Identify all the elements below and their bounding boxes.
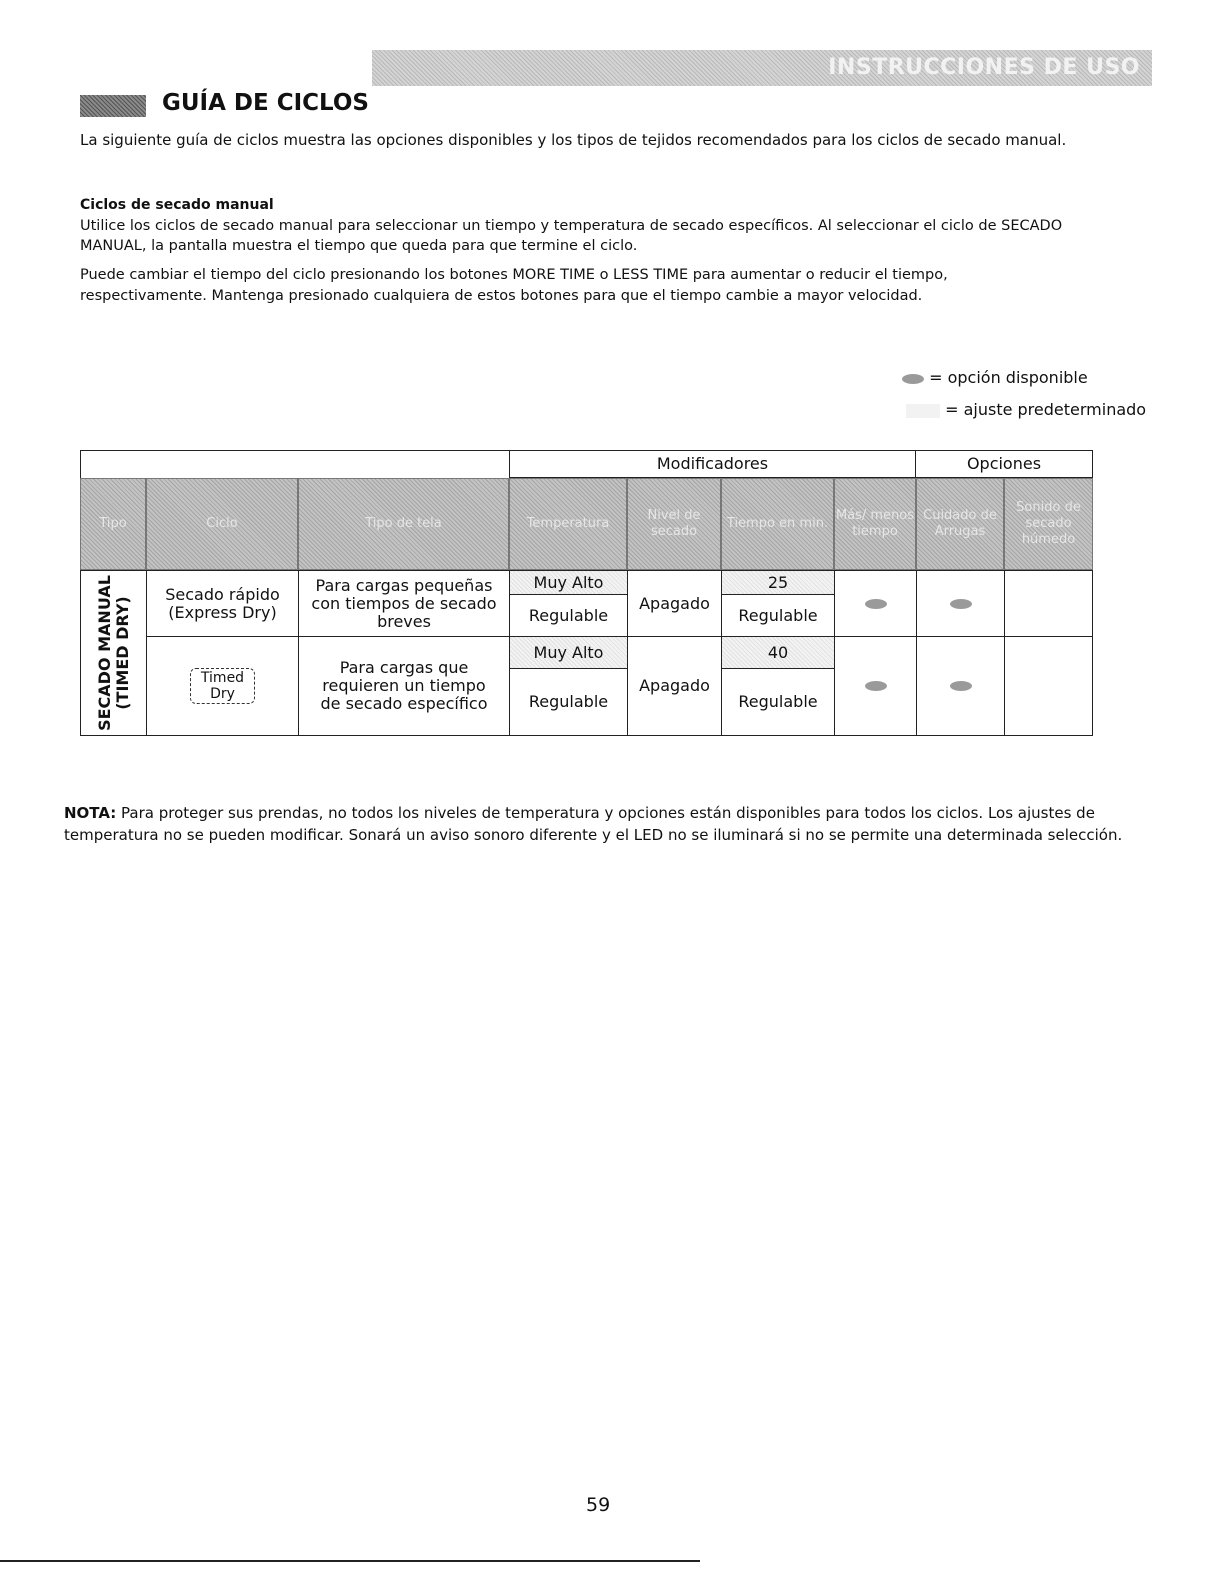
temp-adjust-value: Regulable: [528, 692, 609, 711]
bottom-rule: [0, 1560, 700, 1562]
dry-level-value: Apagado: [639, 676, 710, 695]
note-line2: temperatura no se pueden modificar. Sonará un aviso sonoro diferente y el LED no se iluminará si no se permite una determinada selección.: [64, 826, 1123, 844]
type-label: [96, 575, 132, 731]
legend-default-label: = ajuste predeterminado: [945, 400, 1147, 419]
available-dot-icon: [950, 681, 972, 691]
time-adjust-value: Regulable: [738, 692, 818, 711]
table-row-1-time-adjust: [721, 594, 835, 637]
cycle-subname: (Express Dry): [168, 602, 277, 622]
legend-default: [906, 400, 1146, 419]
col-header-sonido-secado: Sonido de secado húmedo: [1004, 478, 1093, 570]
col-header-ciclo: Ciclo: [146, 478, 298, 570]
col-header-cuidado-arrugas: Cuidado de Arrugas: [916, 478, 1004, 570]
options-label: Opciones: [966, 454, 1042, 473]
available-dot-icon: [950, 599, 972, 609]
available-dot-icon: [865, 681, 887, 691]
default-swatch-icon: [906, 404, 940, 418]
table-row-2-cycle: [146, 636, 299, 736]
manual-para1-line2: MANUAL, la pantalla muestra el tiempo que queda para que termine el ciclo.: [80, 238, 638, 254]
legend-available: [902, 368, 1088, 387]
available-dot-icon: [865, 599, 887, 609]
table-row-2-temp-default: [509, 636, 628, 669]
temp-adjust-value: Regulable: [528, 605, 609, 625]
manual-para1-line1: Utilice los ciclos de secado manual para seleccionar un tiempo y temperatura de secado específicos. Al seleccionar el ciclo de SECADO: [80, 218, 1063, 234]
table-row-1-cuidado-arrugas: [916, 570, 1005, 637]
table-row-1-sonido-secado: [1004, 570, 1093, 637]
dry-label: Dry: [210, 686, 235, 702]
banner-title: INSTRUCCIONES DE USO: [828, 55, 1140, 80]
timed-label: Timed: [200, 670, 245, 686]
table-row-2-dry-level: [627, 636, 722, 736]
available-dot-icon: [902, 374, 924, 384]
legend-available-label: = opción disponible: [929, 368, 1088, 387]
fabric-description: Para cargas pequeñas con tiempos de secado breves: [311, 575, 497, 631]
group-header-blank: [80, 450, 510, 478]
col-header-mas-menos: Más/ menos tiempo: [834, 478, 916, 570]
cycle-name: Secado rápido: [165, 584, 280, 604]
header-banner: [372, 50, 1152, 86]
table-row-2-time-adjust: [721, 668, 835, 736]
col-header-tiempo-min: Tiempo en min.: [721, 478, 834, 570]
type-label-line1: SECADO MANUAL: [94, 575, 114, 731]
timed-dry-button-icon: [190, 668, 255, 704]
temp-default-value: Muy Alto: [533, 642, 604, 662]
table-row-1-cycle: [146, 570, 299, 637]
table-row-2-cuidado-arrugas: [916, 636, 1005, 736]
time-default-value: 40: [767, 642, 789, 662]
group-header-modifiers: [509, 450, 916, 478]
fabric-description: Para cargas que requieren un tiempo de secado específico: [320, 658, 488, 713]
table-row-2-temp-adjust: [509, 668, 628, 736]
time-adjust-value: Regulable: [738, 605, 818, 625]
type-label-line2: (TIMED DRY): [112, 596, 132, 710]
col-header-nivel-secado: Nivel de secado: [627, 478, 721, 570]
col-header-temperatura: Temperatura: [509, 478, 627, 570]
type-cell: [80, 570, 147, 736]
col-header-tipo-tela: Tipo de tela: [298, 478, 509, 570]
table-row-1-fabric: [298, 570, 510, 637]
manual-heading: Ciclos de secado manual: [80, 197, 274, 213]
manual-para2-line2: respectivamente. Mantenga presionado cualquiera de estos botones para que el tiempo cambie a mayor velocidad.: [80, 288, 923, 304]
table-row-2-mas-menos: [834, 636, 917, 736]
cycle-table: [80, 450, 1094, 736]
col-header-tipo: Tipo: [80, 478, 146, 570]
table-row-2-sonido-secado: [1004, 636, 1093, 736]
note-label: NOTA:: [64, 804, 117, 822]
table-row-1-temp-default: [509, 570, 628, 595]
section-marker: [80, 95, 146, 117]
table-row-1-time-default: [721, 570, 835, 595]
temp-default-value: Muy Alto: [533, 572, 604, 592]
table-row-2-fabric: [298, 636, 510, 736]
group-header-options: [915, 450, 1093, 478]
note-block: [64, 802, 1122, 846]
table-row-2-time-default: [721, 636, 835, 669]
section-title: GUÍA DE CICLOS: [162, 90, 369, 116]
modifiers-label: Modificadores: [656, 454, 769, 473]
manual-para2-line1: Puede cambiar el tiempo del ciclo presionando los botones MORE TIME o LESS TIME para aumentar o reducir el tiempo,: [80, 267, 948, 283]
time-default-value: 25: [767, 572, 789, 592]
table-row-1-temp-adjust: [509, 594, 628, 637]
note-line1: Para proteger sus prendas, no todos los niveles de temperatura y opciones están disponibles para todos los ciclos. Los ajustes de: [116, 804, 1095, 822]
table-row-1-dry-level: [627, 570, 722, 637]
table-row-1-mas-menos: [834, 570, 917, 637]
dry-level-value: Apagado: [639, 593, 710, 613]
page-number: 59: [586, 1494, 611, 1516]
intro-text: La siguiente guía de ciclos muestra las opciones disponibles y los tipos de tejidos recomendados para los ciclos de secado manual.: [80, 131, 1067, 149]
